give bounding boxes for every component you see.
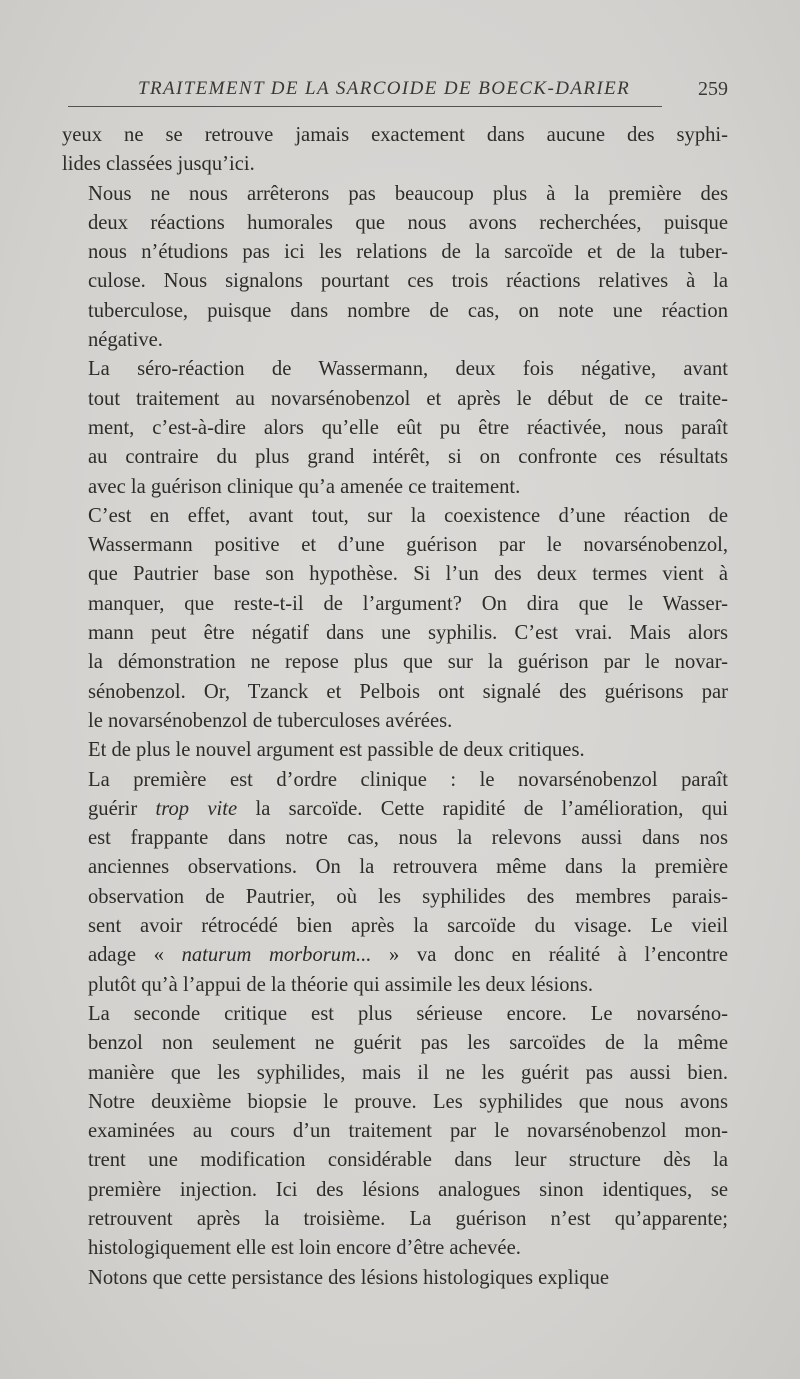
paragraph (62, 1000, 728, 1264)
paragraph (62, 121, 728, 180)
paragraph (62, 502, 728, 736)
text-line: sent avoir rétrocédé bien après la sarcoïde du visage. Le vieil (88, 915, 728, 938)
text-line: Notons que cette persistance des lésions histologiques explique (88, 1266, 610, 1289)
text-line: yeux ne se retrouve jamais exactement dans aucune des syphi- (62, 124, 728, 146)
text-line: La séro-réaction de Wassermann, deux fois négative, avant (88, 358, 728, 381)
text-line: négative. (88, 329, 163, 352)
body-text (62, 121, 728, 1293)
italic-text: trop vite (155, 797, 238, 820)
text-line: mann peut être négatif dans une syphilis. C’est vrai. Mais alors (88, 622, 728, 645)
text-line: la démonstration ne repose plus que sur la guérison par le novar- (88, 651, 728, 674)
text-line: La seconde critique est plus sérieuse encore. Le novarséno- (88, 1002, 728, 1025)
text-line: lides classées jusqu’ici. (62, 153, 255, 176)
text-line: deux réactions humorales que nous avons recherchées, puisque (88, 211, 728, 234)
text-line: La première est d’ordre clinique : le novarsénobenzol paraît (88, 768, 728, 791)
text-line: Wassermann positive et d’une guérison par le novarsénobenzol, (88, 534, 728, 557)
text-line: examinées au cours d’un traitement par le novarsénobenzol mon- (88, 1120, 728, 1143)
text-line: anciennes observations. On la retrouvera même dans la première (88, 856, 728, 879)
text-line: manière que les syphilides, mais il ne les guérit pas aussi bien. (88, 1061, 728, 1084)
paragraph (62, 766, 728, 1000)
running-title: TRAITEMENT DE LA SARCOIDE DE BOECK-DARIER (138, 78, 631, 99)
header-rule (68, 106, 662, 107)
page-number: 259 (698, 78, 728, 100)
text-line: retrouvent après la troisième. La guérison n’est qu’apparente; (88, 1207, 728, 1230)
text-line: est frappante dans notre cas, nous la relevons aussi dans nos (88, 827, 728, 850)
text-line: ment, c’est-à-dire alors qu’elle eût pu être réactivée, nous paraît (88, 416, 728, 439)
text-line: manquer, que reste-t-il de l’argument? On dira que le Wasser- (88, 592, 728, 615)
text-line: culose. Nous signalons pourtant ces trois réactions relatives à la (88, 270, 728, 293)
paragraph (62, 180, 728, 356)
text-line: au contraire du plus grand intérêt, si on confronte ces résultats (88, 446, 728, 469)
paragraph (62, 1264, 728, 1293)
text-line: tuberculose, puisque dans nombre de cas, on note une réaction (88, 299, 728, 322)
text-line: le novarsénobenzol de tuberculoses avérées. (88, 709, 453, 732)
text-line: sénobenzol. Or, Tzanck et Pelbois ont signalé des guérisons par (88, 680, 728, 703)
text-line: Nous ne nous arrêterons pas beaucoup plus à la première des (88, 182, 728, 205)
text-line: C’est en effet, avant tout, sur la coexistence d’une réaction de (88, 504, 728, 527)
text-line: adage « naturum morborum... » va donc en réalité à l’encontre (88, 944, 728, 967)
italic-text: naturum morborum... (181, 944, 372, 967)
text-line: avec la guérison clinique qu’a amenée ce traitement. (88, 475, 521, 498)
text-line: trent une modification considérable dans leur structure dès la (88, 1149, 728, 1172)
text-line: histologiquement elle est loin encore d’être achevée. (88, 1237, 521, 1260)
text-line: Et de plus le nouvel argument est passible de deux critiques. (88, 739, 585, 762)
text-line: guérir trop vite la sarcoïde. Cette rapidité de l’amélioration, qui (88, 797, 728, 820)
text-line: nous n’étudions pas ici les relations de la sarcoïde et de la tuber- (88, 241, 728, 264)
paragraph (62, 736, 728, 765)
text-line: que Pautrier base son hypothèse. Si l’un des deux termes vient à (88, 563, 728, 586)
text-line: Notre deuxième biopsie le prouve. Les syphilides que nous avons (88, 1090, 728, 1113)
text-line: tout traitement au novarsénobenzol et après le début de ce traite- (88, 387, 728, 410)
text-line: première injection. Ici des lésions analogues sinon identiques, se (88, 1178, 728, 1201)
paragraph (62, 355, 728, 501)
text-line: observation de Pautrier, où les syphilides des membres parais- (88, 885, 728, 908)
text-line: plutôt qu’à l’appui de la théorie qui assimile les deux lésions. (88, 973, 594, 996)
text-line: benzol non seulement ne guérit pas les sarcoïdes de la même (88, 1032, 728, 1055)
running-head (62, 74, 728, 108)
